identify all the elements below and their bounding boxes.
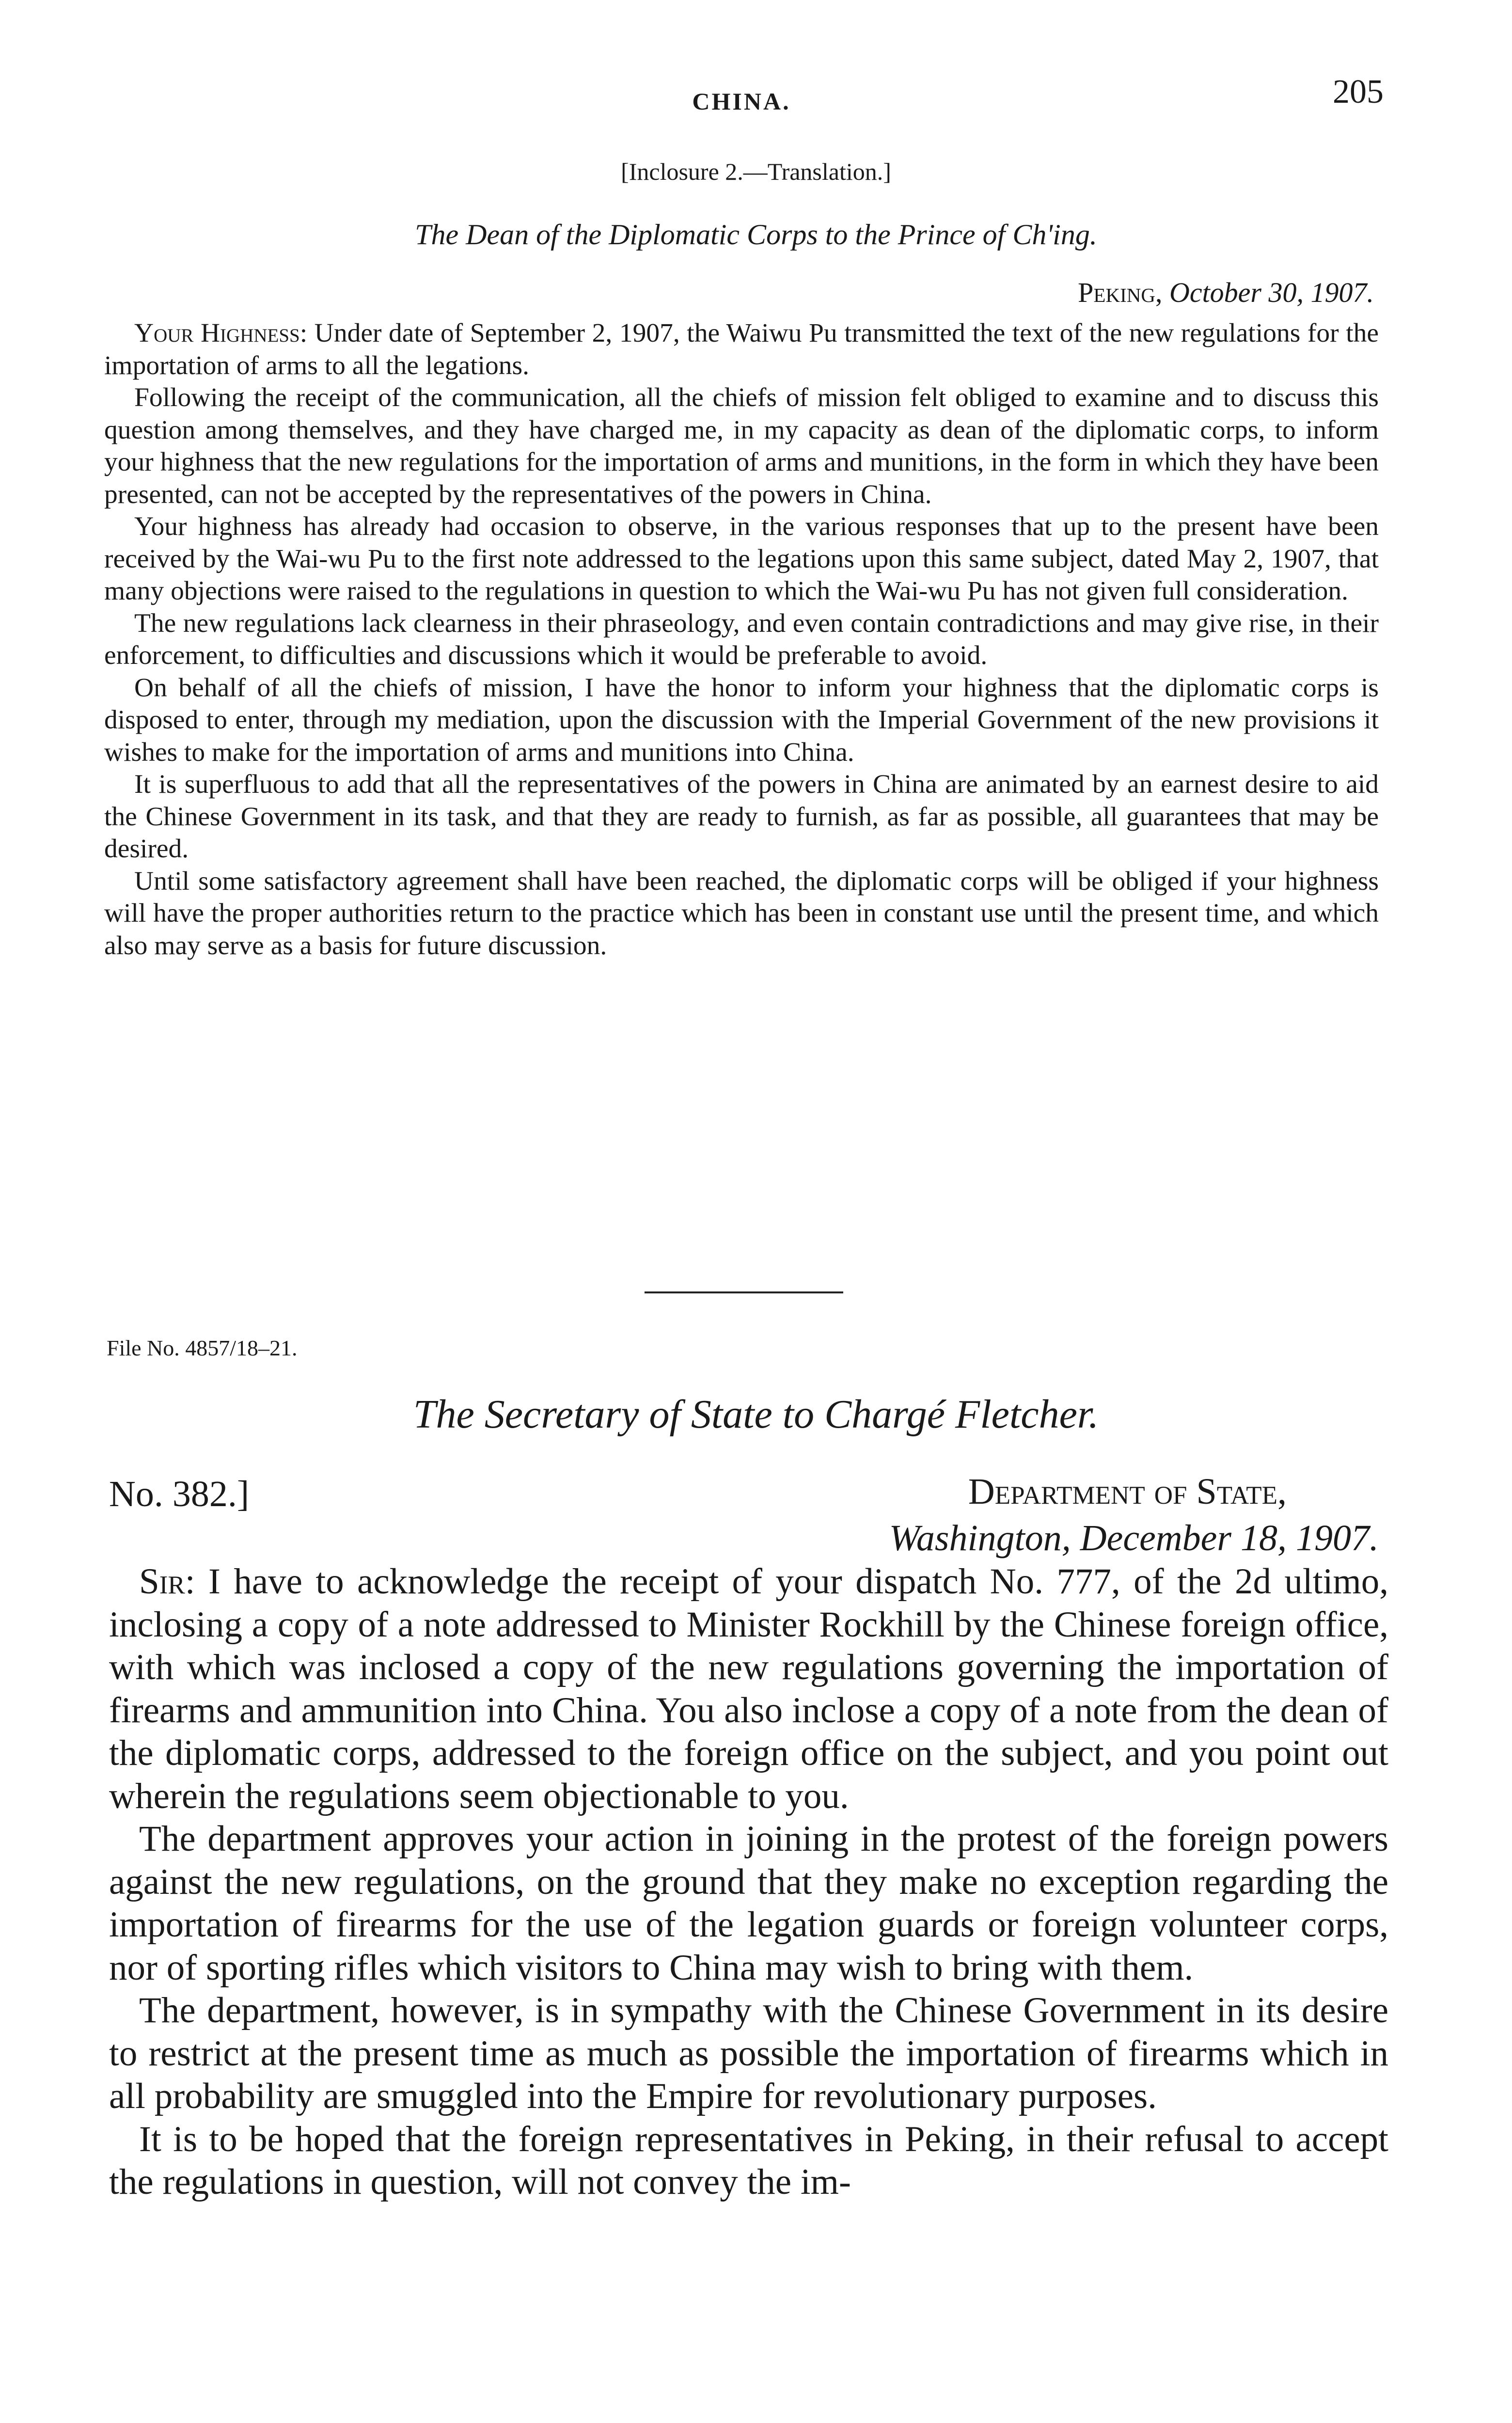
dateline-place: Peking,	[1078, 277, 1163, 308]
inclosure-label: [Inclosure 2.—Translation.]	[621, 158, 891, 185]
department-name: Department of State,	[968, 1471, 1287, 1512]
paragraph: The new regulations lack clearness in their phraseology, and even contain contradictions and may give rise, in their enforcement, to difficulties and discussions which it would be preferable to avoid.	[104, 608, 1379, 670]
paragraph: Sir: I have to acknowledge the receipt of your dispatch No. 777, of the 2d ultimo, inclosing a copy of a note addressed to Minister Rockhill by the Chinese foreign office, with which was inclosed a copy of the new regulations governing the importation of firearms and ammunition into China. You also inclose a copy of a note from the dean of the diplomatic corps, addressed to the foreign office on the subject, and you point out wherein the regulations seem objectionable to you.	[109, 1561, 1388, 1816]
paragraph: The department approves your action in joining in the protest of the foreign powers against the new regulations, on the ground that they make no exception regarding the importation of firearms for the use of the legation guards or foreign volunteer corps, nor of sporting rifles which visitors to China may wish to bring with them.	[109, 1819, 1388, 1988]
dispatch-place-date: Washington, December 18, 1907.	[889, 1518, 1379, 1558]
page-header	[104, 73, 1384, 131]
paragraph: It is superfluous to add that all the representatives of the powers in China are animated by an earnest desire to aid the Chinese Government in its task, and that they are ready to furnish, as far as possible, all guarantees that may be desired.	[104, 770, 1379, 864]
dispatch-letter-body	[109, 1560, 1388, 2204]
paragraph: The department, however, is in sympathy with the Chinese Government in its desire to restrict at the present time as much as possible the importation of firearms which in all probability are smuggled into the Empire for revolutionary purposes.	[109, 1990, 1388, 2116]
paragraph: Your Highness: Under date of September 2, 1907, the Waiwu Pu transmitted the text of the new regulations for the importation of arms to all the legations.	[104, 318, 1379, 380]
paragraph: It is to be hoped that the foreign representatives in Peking, in their refusal to accept the regulations in question, will not convey the im-	[109, 2119, 1388, 2202]
inclosure-dateline	[1078, 276, 1374, 309]
paragraph: Until some satisfactory agreement shall have been reached, the diplomatic corps will be obliged if your highness will have the proper authorities return to the practice which has been in constant use until the present time, and which also may serve as a basis for future discussion.	[104, 866, 1379, 960]
page-number: 205	[1333, 73, 1384, 110]
dateline-date: October 30, 1907.	[1169, 277, 1374, 308]
dispatch-title: The Secretary of State to Chargé Fletcher.	[413, 1392, 1099, 1437]
paragraph: Following the receipt of the communication, all the chiefs of mission felt obliged to examine and to discuss this question among themselves, and they have charged me, in my capacity as dean of the diplomatic corps, to inform your highness that the new regulations for the importation of arms and munitions, in the form in which they have been presented, can not be accepted by the representatives of the powers in China.	[104, 383, 1379, 509]
salutation: Sir:	[139, 1561, 195, 1602]
inclosure-letter-body	[104, 317, 1379, 962]
file-number: File No. 4857/18–21.	[107, 1336, 298, 1360]
inclosure-title: The Dean of the Diplomatic Corps to the Prince of Ch'ing.	[415, 219, 1097, 251]
paragraph: On behalf of all the chiefs of mission, I have the honor to inform your highness that the diplomatic corps is disposed to enter, through my mediation, upon the discussion with the Imperial Government of the new provisions it wishes to make for the importation of arms and munitions into China.	[104, 673, 1379, 767]
paragraph: Your highness has already had occasion to observe, in the various responses that up to the present have been received by the Wai-wu Pu to the first note addressed to the legations upon this same subject, dated May 2, 1907, that many objections were raised to the regulations in question to which the Wai-wu Pu has not given full consideration.	[104, 512, 1379, 606]
section-divider	[645, 1291, 843, 1293]
dispatch-dateline	[889, 1468, 1379, 1561]
running-title: CHINA.	[692, 88, 791, 115]
salutation: Your Highness:	[134, 318, 308, 348]
dispatch-number: No. 382.]	[109, 1474, 250, 1514]
